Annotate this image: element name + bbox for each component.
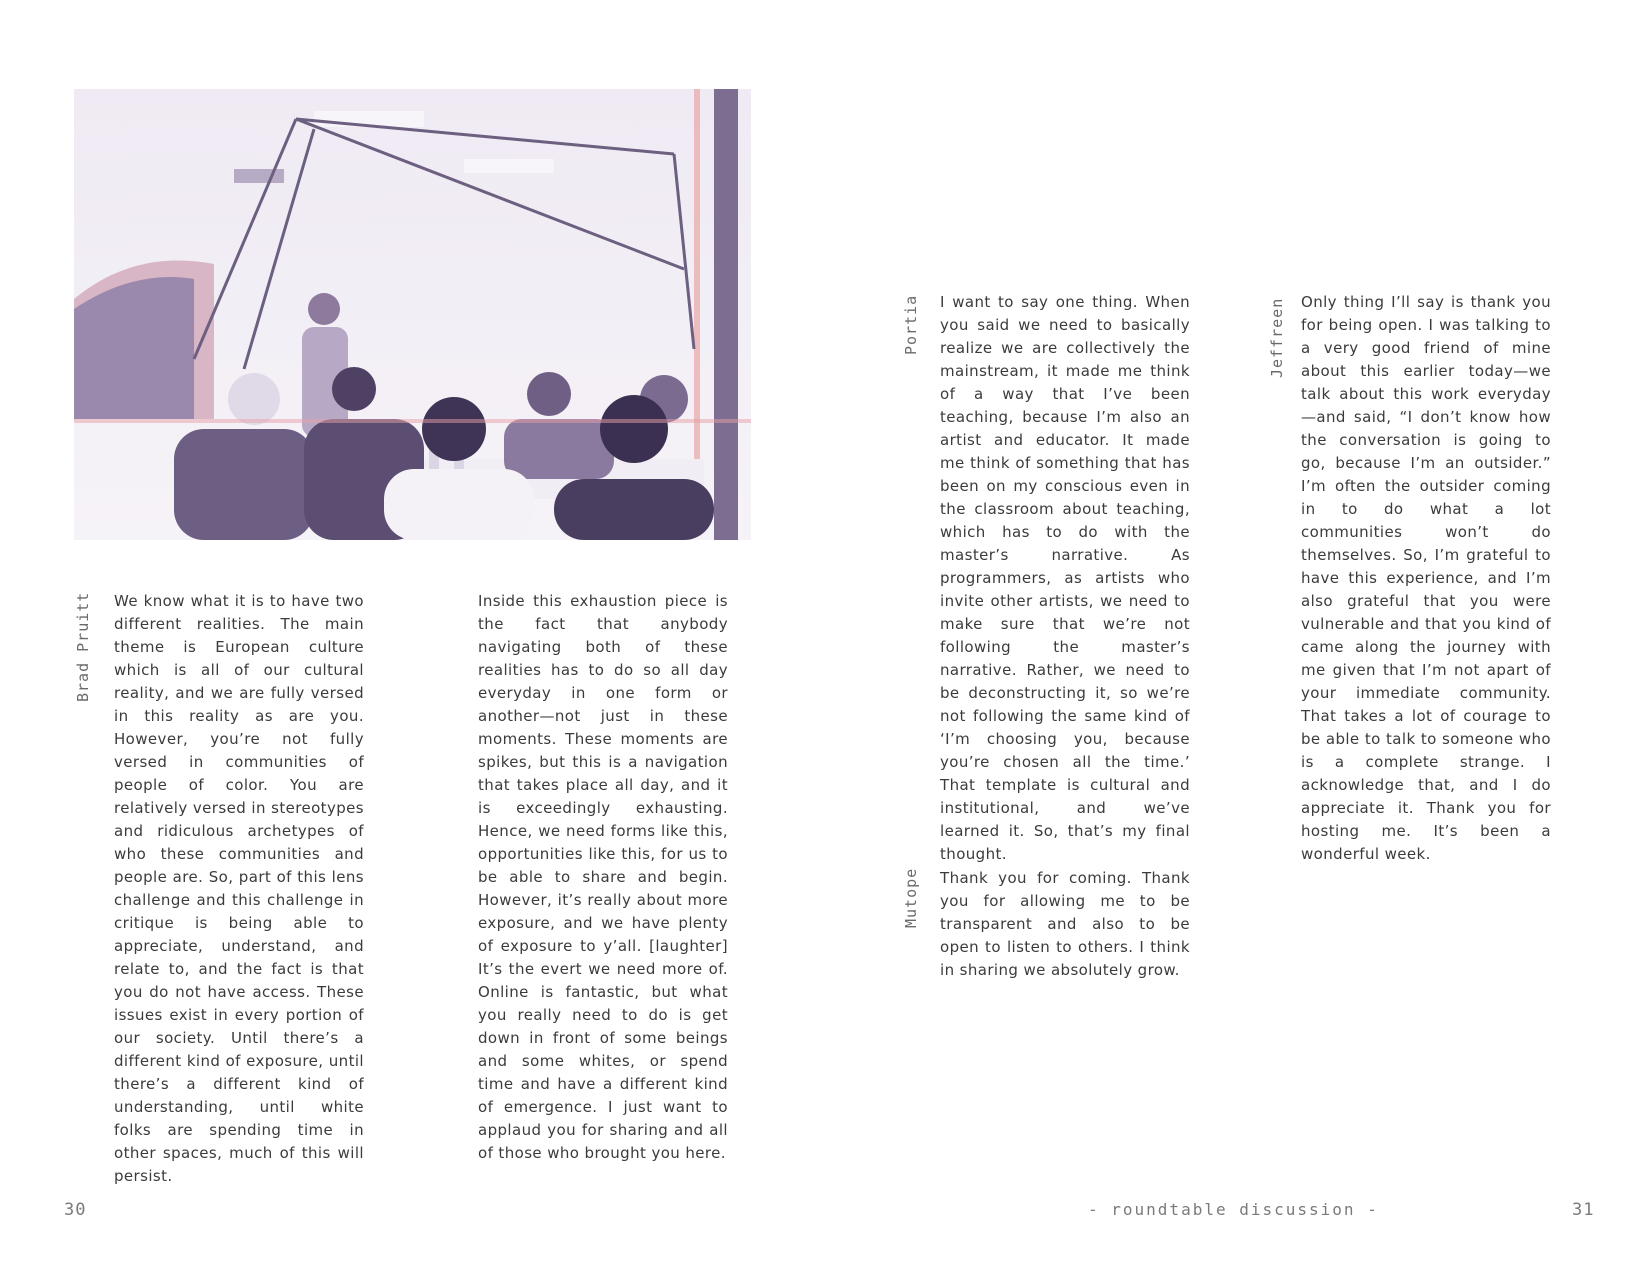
person-body (504, 419, 614, 479)
ceiling-vent (234, 169, 284, 183)
floor-line (74, 419, 751, 423)
page-number-right: 31 (1572, 1200, 1595, 1220)
jeffreen-text: Only thing I’ll say is thank you for being open. I was talking to a very good friend of mine about this earlier today—we talk about this work everyday—and said, “I don’t know how the conversation is going to go, because I’m an outsider.” I’m often the outsider coming in to do what a lot communities won’t do themselves. So, I’m grateful to have this experience, and I’m also grateful that you were vulnerable and that you kind of came along the journey with me given that I’m not apart of your immediate community. That takes a lot of courage to be able to talk to someone who is a complete strange. I acknowledge that, and I do appreciate it. Thank you for hosting me. It’s been a wonderful week. (1301, 293, 1551, 863)
person-body (174, 429, 314, 540)
page-number-left: 30 (64, 1200, 87, 1220)
person-head (600, 395, 668, 463)
person-body (554, 479, 714, 540)
photo-illustration (74, 89, 751, 540)
pipe (694, 89, 700, 509)
speaker-label-portia: Portia (902, 294, 920, 355)
portia-text: I want to say one thing. When you said we need to basically realize we are collectively the mainstream, it made me think of a way that I’ve been teaching, because I’m also an artist and educator. It made me think of something that has been on my conscious even in the classroom about teaching, which has to do with the master’s narrative. As programmers, as artists who invite other artists, we need to make sure that we’re not following the master’s narrative. Rather, we need to be deconstructing it, so we’re not following the same kind of ‘I’m choosing you, because you’re chosen all the time.’ That template is cultural and institutional, and we’ve learned it. So, that’s my final thought. (940, 293, 1190, 863)
person-body (384, 469, 534, 540)
person-head (332, 367, 376, 411)
brad-pruitt-text-col-2: Inside this exhaustion piece is the fact that anybody navigating both of these realities has to do so all day everyday in one form or another—not just in these moments. These moments are spikes, but this is a navigation that takes place all day, and it is exceedingly exhausting. Hence, we need forms like this, opportunities like this, for us to be able to share and begin. However, it’s really about more exposure, and we have plenty of exposure to y’all. [laughter] It’s the evert we need more of. Online is fantastic, but what you really need to do is get down in front of some beings and some whites, or spend time and have a different kind of emergence. I just want to applaud you for sharing and all of those who brought you here. (478, 592, 728, 1162)
ceiling-light (464, 159, 554, 173)
person-head (527, 372, 571, 416)
person-head (228, 373, 280, 425)
arch-interior (74, 277, 194, 419)
brad-pruitt-text-col-1: We know what it is to have two different realities. The main theme is European culture which is all of our cultural reality, and we are fully versed in this reality as are you. However, you’re not fully versed in communities of people of color. You are relatively versed in stereotypes and ridiculous archetypes of who these communities and people are. So, part of this lens challenge and this challenge in critique is being able to appreciate, understand, and relate to, and the fact is that you do not have access. These issues exist in every portion of our society. Until there’s a different kind of exposure, until there’s a different kind of understanding, until white folks are spending time in other spaces, much of this will persist. (114, 592, 364, 1185)
section-title: - roundtable discussion - (1088, 1200, 1379, 1219)
speaker-label-brad-pruitt: Brad Pruitt (74, 591, 92, 702)
person-head (422, 397, 486, 461)
mutope-text: Thank you for coming. Thank you for allowing me to be transparent and also to be open to listen to others. I think in sharing we absolutely grow. (940, 869, 1190, 979)
speaker-label-jeffreen: Jeffreen (1268, 297, 1286, 378)
pillar (714, 89, 738, 540)
person-head (308, 293, 340, 325)
speaker-label-mutope: Mutope (902, 867, 920, 928)
roundtable-photo (74, 89, 751, 540)
